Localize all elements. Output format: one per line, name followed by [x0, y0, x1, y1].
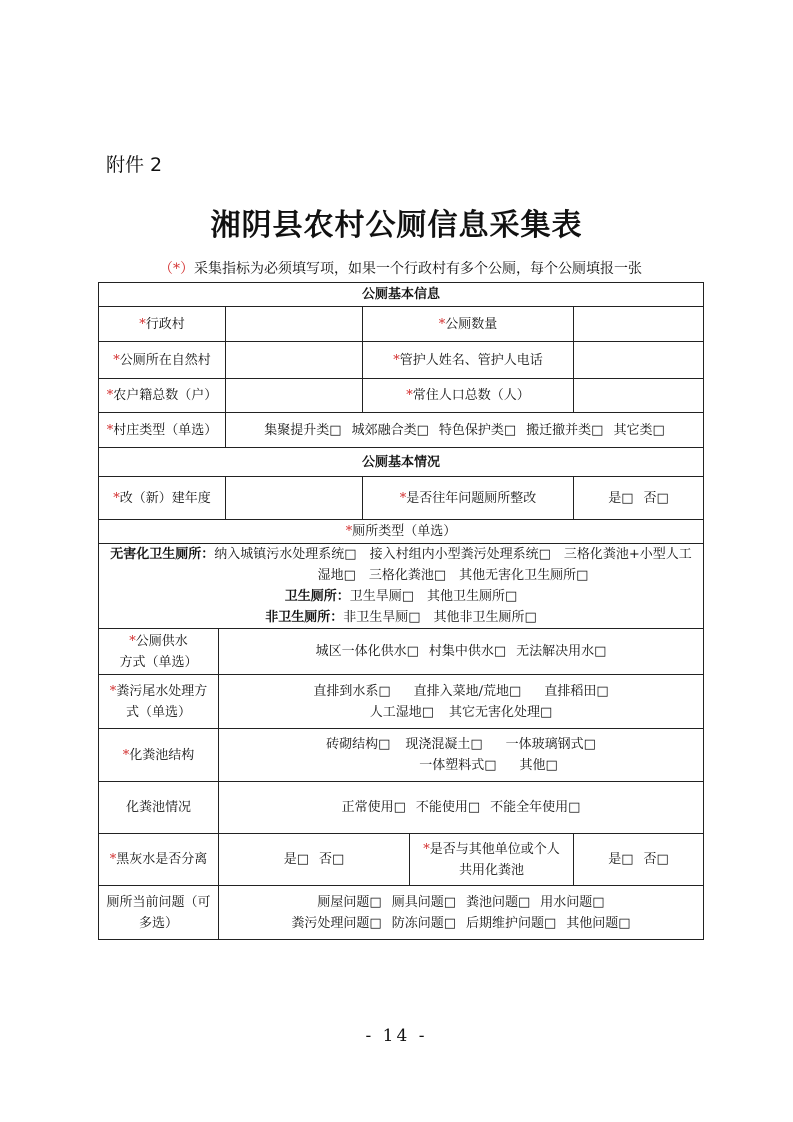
- shared-tank-options[interactable]: [574, 834, 704, 886]
- tank-status-option[interactable]: 不能使用□: [415, 800, 481, 815]
- village-type-option[interactable]: 其它类□: [613, 422, 665, 438]
- sewage-option[interactable]: 直排入菜地/荒地□: [413, 683, 522, 699]
- attachment-label: 附件 2: [106, 154, 163, 176]
- natural-village-input[interactable]: [226, 342, 363, 379]
- problem-option[interactable]: 防冻问题□: [391, 915, 456, 931]
- tank-option[interactable]: 一体玻璃钢式□: [505, 737, 596, 752]
- section-basic-status: 公厕基本情况: [99, 448, 704, 477]
- problems-label: 厕所当前问题（可 多选）: [99, 886, 219, 940]
- no-option[interactable]: 否□: [319, 852, 345, 867]
- water-option[interactable]: 无法解决用水□: [516, 644, 607, 659]
- section-basic-info: 公厕基本信息: [99, 283, 704, 307]
- tank-option[interactable]: 砖砌结构□: [326, 737, 391, 752]
- problem-option[interactable]: 其他问题□: [566, 915, 631, 931]
- population-input[interactable]: [574, 379, 704, 413]
- natural-village-label: *公厕所在自然村: [99, 342, 226, 379]
- manager-contact-input[interactable]: [574, 342, 704, 379]
- info-form-table: [98, 282, 704, 940]
- form-title: 湘阴县农村公厕信息采集表: [210, 208, 583, 243]
- harmless-label: 无害化卫生厕所：: [110, 547, 215, 562]
- households-input[interactable]: [226, 379, 363, 413]
- yes-option[interactable]: 是□: [608, 852, 634, 867]
- blackwater-options[interactable]: [219, 834, 410, 886]
- page-number: - 14 -: [365, 1026, 428, 1046]
- village-label: *行政村: [99, 307, 226, 342]
- tank-status-option[interactable]: 正常使用□: [341, 800, 406, 815]
- harmless-options-line1[interactable]: 纳入城镇污水处理系统□ 接入村组内小型粪污处理系统□ 三格化粪池+小型人工: [214, 547, 692, 562]
- tank-option[interactable]: 现浇混凝土□: [405, 737, 483, 752]
- build-year-input[interactable]: [226, 477, 363, 520]
- toilet-count-label: *公厕数量: [363, 307, 574, 342]
- water-supply-label: *公厕供水 方式（单选）: [99, 629, 219, 675]
- yes-option[interactable]: 是□: [608, 490, 634, 506]
- village-type-label: *村庄类型（单选）: [99, 413, 226, 448]
- village-type-option[interactable]: 集聚提升类□: [264, 422, 342, 438]
- problem-option[interactable]: 粪污处理问题□: [291, 915, 382, 931]
- nonsanitary-options[interactable]: 非卫生旱厕□ 其他非卫生厕所□: [343, 610, 537, 625]
- sanitary-options[interactable]: 卫生旱厕□ 其他卫生厕所□: [349, 589, 518, 604]
- problem-option[interactable]: 厕屋问题□: [317, 894, 382, 910]
- yes-option[interactable]: 是□: [283, 852, 309, 867]
- sewage-option[interactable]: 人工湿地□: [369, 704, 434, 720]
- tank-structure-label: *化粪池结构: [99, 729, 219, 782]
- population-label: *常住人口总数（人）: [363, 379, 574, 413]
- problem-option[interactable]: 粪池问题□: [466, 894, 531, 910]
- problem-option[interactable]: 后期维护问题□: [466, 915, 557, 931]
- tank-status-label: 化粪池情况: [99, 782, 219, 834]
- blackwater-label: *黑灰水是否分离: [99, 834, 219, 886]
- toilet-type-header: *厕所类型（单选）: [99, 520, 704, 544]
- sewage-option[interactable]: 直排到水系□: [313, 683, 391, 699]
- rectification-options[interactable]: [574, 477, 704, 520]
- rectification-label: *是否往年问题厕所整改: [363, 477, 574, 520]
- village-type-option[interactable]: 搬迁撤并类□: [526, 422, 604, 438]
- form-note: [98, 258, 703, 278]
- tank-structure-options[interactable]: [219, 729, 704, 782]
- households-label: *农户籍总数（户）: [99, 379, 226, 413]
- nonsanitary-label: 非卫生厕所：: [265, 610, 344, 625]
- water-option[interactable]: 城区一体化供水□: [315, 644, 419, 659]
- tank-option[interactable]: 其他□: [519, 758, 558, 773]
- problem-option[interactable]: 用水问题□: [540, 894, 605, 910]
- toilet-count-input[interactable]: [574, 307, 704, 342]
- village-type-option[interactable]: 特色保护类□: [438, 422, 517, 438]
- village-type-options[interactable]: [226, 413, 704, 448]
- tank-option[interactable]: 一体塑料式□: [419, 758, 497, 773]
- sewage-options[interactable]: [219, 675, 704, 729]
- build-year-label: *改（新）建年度: [99, 477, 226, 520]
- tank-status-options[interactable]: [219, 782, 704, 834]
- sanitary-label: 卫生厕所：: [284, 589, 350, 604]
- water-option[interactable]: 村集中供水□: [428, 644, 507, 659]
- sewage-option[interactable]: 其它无害化处理□: [449, 704, 553, 720]
- no-option[interactable]: 否□: [643, 490, 669, 506]
- sewage-label: *粪污尾水处理方 式（单选）: [99, 675, 219, 729]
- toilet-type-options[interactable]: [99, 544, 704, 629]
- harmless-options-line2[interactable]: 湿地□ 三格化粪池□ 其他无害化卫生厕所□: [317, 568, 589, 583]
- shared-tank-label: *是否与其他单位或个人 共用化粪池: [410, 834, 574, 886]
- note-text: 采集指标为必须填写项，如果一个行政村有多个公厕，每个公厕填报一张: [194, 261, 642, 277]
- problems-options[interactable]: [219, 886, 704, 940]
- village-type-option[interactable]: 城郊融合类□: [351, 422, 429, 438]
- manager-contact-label: *管护人姓名、管护人电话: [363, 342, 574, 379]
- no-option[interactable]: 否□: [643, 852, 669, 867]
- sewage-option[interactable]: 直排稻田□: [544, 683, 609, 699]
- note-star: （*）: [159, 261, 194, 277]
- village-input[interactable]: [226, 307, 363, 342]
- problem-option[interactable]: 厕具问题□: [391, 894, 456, 910]
- tank-status-option[interactable]: 不能全年使用□: [490, 800, 581, 815]
- water-supply-options[interactable]: [219, 629, 704, 675]
